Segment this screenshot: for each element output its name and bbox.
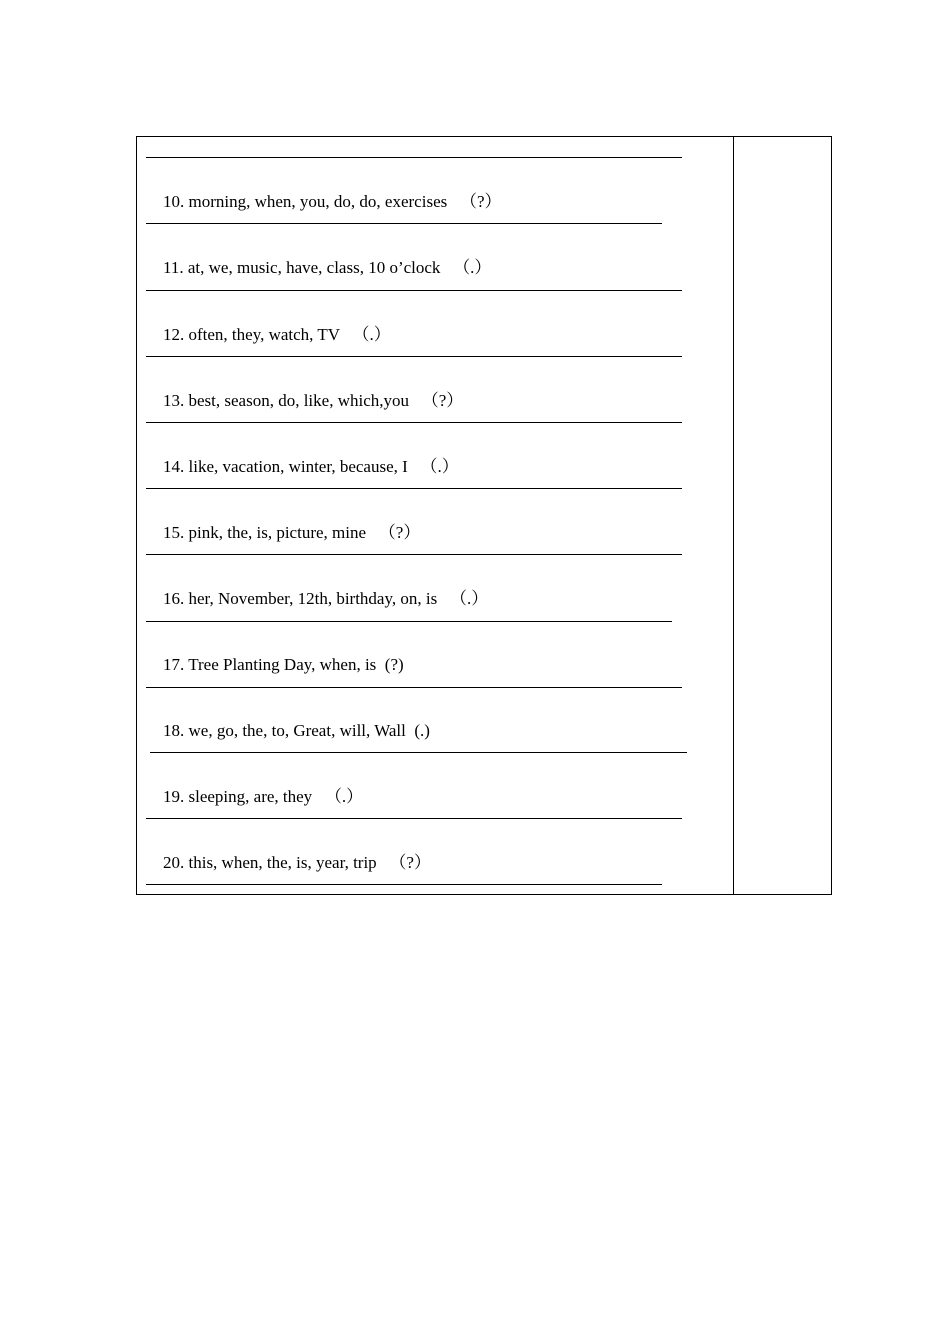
punctuation-mark: （?） — [421, 391, 464, 410]
question-words: Tree Planting Day, when, is — [188, 655, 377, 674]
question-number: 13. — [163, 391, 185, 410]
punctuation-mark: （?） — [389, 853, 431, 872]
question-words: we, go, the, to, Great, will, Wall — [188, 721, 406, 740]
answer-line-14 — [146, 488, 682, 489]
question-number: 15. — [163, 523, 185, 542]
column-divider — [733, 137, 734, 894]
question-words: at, we, music, have, class, 10 o’clock — [187, 258, 441, 277]
punctuation-mark: （.） — [453, 258, 492, 277]
question-words: like, vacation, winter, because, I — [188, 457, 408, 476]
question-words: sleeping, are, they — [188, 787, 313, 806]
punctuation-mark: （?） — [459, 192, 502, 211]
question-16 — [146, 569, 488, 629]
worksheet-table — [136, 136, 832, 895]
question-number: 19. — [163, 787, 185, 806]
punctuation-mark: (?) — [384, 655, 404, 674]
answer-line-10 — [146, 223, 662, 224]
question-number: 14. — [163, 457, 185, 476]
question-words: pink, the, is, picture, mine — [188, 523, 367, 542]
answer-line-18 — [150, 752, 687, 753]
question-words: her, November, 12th, birthday, on, is — [188, 589, 438, 608]
answer-line-17 — [146, 687, 682, 688]
punctuation-mark: （?） — [378, 523, 421, 542]
question-number: 20. — [163, 853, 185, 872]
question-number: 18. — [163, 721, 185, 740]
question-number: 16. — [163, 589, 185, 608]
question-words: best, season, do, like, which,you — [188, 391, 409, 410]
question-number: 11. — [163, 258, 184, 277]
question-words: this, when, the, is, year, trip — [188, 853, 377, 872]
question-17 — [146, 635, 404, 695]
answer-line-20 — [146, 884, 662, 885]
answer-line-15 — [146, 554, 682, 555]
question-words: often, they, watch, TV — [188, 325, 340, 344]
answer-line-12 — [146, 356, 682, 357]
question-number: 12. — [163, 325, 185, 344]
punctuation-mark: （.） — [352, 325, 391, 344]
question-11 — [146, 238, 491, 298]
question-number: 17. — [163, 655, 185, 674]
punctuation-mark: （.） — [420, 457, 459, 476]
question-words: morning, when, you, do, do, exercises — [188, 192, 448, 211]
punctuation-mark: （.） — [324, 787, 364, 806]
answer-line-16 — [146, 621, 672, 622]
punctuation-mark: （.） — [449, 589, 489, 608]
answer-line-13 — [146, 422, 682, 423]
answer-line-9 — [146, 157, 682, 158]
answer-line-19 — [146, 818, 682, 819]
question-number: 10. — [163, 192, 185, 211]
answer-line-11 — [146, 290, 682, 291]
punctuation-mark: (.) — [414, 721, 430, 740]
